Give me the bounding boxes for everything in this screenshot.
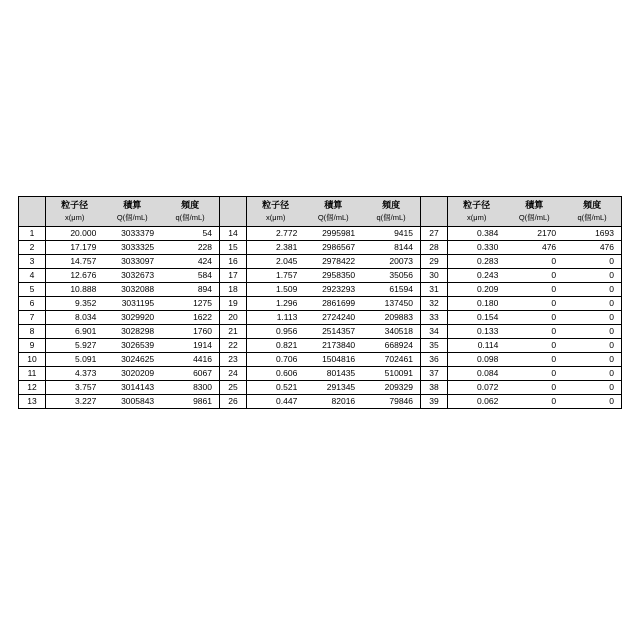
cell-cumulative: 291345 [304, 381, 362, 395]
header-diameter: 粒子径 [448, 197, 506, 212]
cell-cumulative: 2173840 [304, 339, 362, 353]
table-block-2 [219, 197, 420, 408]
table-row [220, 325, 420, 339]
cell-frequency: 137450 [362, 297, 420, 311]
header-diameter: 粒子径 [46, 197, 104, 212]
cell-frequency: 702461 [362, 353, 420, 367]
row-index: 16 [220, 255, 247, 269]
cell-frequency: 20073 [362, 255, 420, 269]
cell-frequency: 228 [161, 241, 219, 255]
table-header-2 [220, 197, 420, 227]
row-index: 14 [220, 227, 247, 241]
header-frequency-unit: q(個/mL) [362, 212, 420, 227]
table-row [421, 339, 621, 353]
table-row [421, 381, 621, 395]
row-index: 24 [220, 367, 247, 381]
cell-diameter: 12.676 [46, 269, 104, 283]
cell-diameter: 0.447 [276, 396, 298, 407]
cell-cumulative: 0 [505, 339, 563, 353]
table-row [220, 269, 420, 283]
data-table-2 [220, 197, 420, 408]
cell-frequency: 894 [161, 283, 219, 297]
table-row [19, 367, 219, 381]
header-row-units [19, 212, 219, 227]
row-index: 8 [19, 325, 46, 339]
table-row [220, 395, 420, 409]
cell-frequency: 1275 [161, 297, 219, 311]
header-index-unit [220, 212, 247, 227]
cell-diameter: 0.180 [448, 297, 506, 311]
cell-diameter: 5.927 [46, 339, 104, 353]
header-frequency-unit: q(個/mL) [161, 212, 219, 227]
cell-cumulative: 0 [505, 269, 563, 283]
cell-cumulative: 3024625 [103, 353, 161, 367]
row-index: 20 [220, 311, 247, 325]
table-body-3 [421, 227, 621, 409]
cell-diameter: 8.034 [46, 311, 104, 325]
cell-cumulative: 0 [505, 367, 563, 381]
row-index: 32 [421, 297, 448, 311]
table-body-1 [19, 227, 219, 409]
row-index: 3 [19, 255, 46, 269]
cell-cumulative: 3028298 [103, 325, 161, 339]
table-row [421, 395, 621, 409]
cell-frequency: 0 [563, 325, 621, 339]
cell-cumulative: 3033379 [103, 227, 161, 241]
data-table-3 [421, 197, 621, 408]
cell-cumulative: 3032673 [103, 269, 161, 283]
cell-frequency: 1693 [563, 227, 621, 241]
table-row [220, 297, 420, 311]
cell-diameter: 0.330 [448, 241, 506, 255]
table-row [220, 283, 420, 297]
cell-cumulative: 2724240 [304, 311, 362, 325]
cell-cumulative: 3014143 [103, 381, 161, 395]
row-index: 19 [220, 297, 247, 311]
header-row-units [220, 212, 420, 227]
row-index: 28 [421, 241, 448, 255]
header-diameter: 粒子径 [247, 197, 305, 212]
cell-diameter: 10.888 [46, 283, 104, 297]
cell-frequency: 1914 [161, 339, 219, 353]
cell-diameter: 0.384 [448, 227, 506, 241]
row-index: 23 [220, 353, 247, 367]
table-block-3 [420, 197, 621, 408]
cell-diameter: 1.509 [247, 283, 305, 297]
row-index: 4 [19, 269, 46, 283]
table-row [19, 227, 219, 241]
cell-cumulative: 3005843 [121, 396, 155, 407]
cell-diameter: 0.072 [448, 381, 506, 395]
table-row [421, 325, 621, 339]
header-cumulative-unit: Q(個/mL) [103, 212, 161, 227]
table-row [421, 227, 621, 241]
row-index: 35 [421, 339, 448, 353]
row-index: 36 [421, 353, 448, 367]
cell-diameter: 0.243 [448, 269, 506, 283]
table-row [220, 339, 420, 353]
cell-cumulative: 3033097 [103, 255, 161, 269]
cell-diameter: 0.062 [477, 396, 499, 407]
header-cumulative-unit: Q(個/mL) [304, 212, 362, 227]
row-index: 10 [19, 353, 46, 367]
table-row [19, 297, 219, 311]
table-body-2 [220, 227, 420, 409]
particle-size-distribution-table [18, 196, 622, 409]
cell-diameter: 3.757 [46, 381, 104, 395]
table-row [220, 311, 420, 325]
table-header-3 [421, 197, 621, 227]
cell-diameter: 0.084 [448, 367, 506, 381]
table-row [421, 241, 621, 255]
cell-frequency: 8144 [362, 241, 420, 255]
cell-cumulative: 1504816 [304, 353, 362, 367]
cell-cumulative: 2986567 [304, 241, 362, 255]
cell-diameter: 3.227 [75, 396, 97, 407]
row-index: 31 [421, 283, 448, 297]
cell-diameter: 2.381 [247, 241, 305, 255]
cell-cumulative: 2923293 [304, 283, 362, 297]
header-index [421, 197, 448, 212]
header-frequency: 頻度 [161, 197, 219, 212]
cell-frequency: 9861 [193, 396, 212, 407]
cell-frequency: 35056 [362, 269, 420, 283]
table-row [220, 367, 420, 381]
cell-cumulative: 2170 [505, 227, 563, 241]
row-index: 29 [421, 255, 448, 269]
header-index [19, 197, 46, 212]
table-row [220, 227, 420, 241]
cell-frequency: 0 [609, 396, 614, 407]
row-index: 12 [19, 381, 46, 395]
table-row [421, 311, 621, 325]
cell-cumulative: 0 [505, 283, 563, 297]
row-index: 2 [19, 241, 46, 255]
table-row [19, 339, 219, 353]
cell-diameter: 0.521 [247, 381, 305, 395]
table-row [220, 353, 420, 367]
cell-frequency: 4416 [161, 353, 219, 367]
cell-diameter: 0.209 [448, 283, 506, 297]
header-diameter-unit: x(μm) [46, 212, 104, 227]
cell-frequency: 8300 [161, 381, 219, 395]
cell-frequency: 0 [563, 283, 621, 297]
cell-cumulative: 2978422 [304, 255, 362, 269]
header-frequency-unit: q(個/mL) [563, 212, 621, 227]
cell-cumulative: 0 [551, 396, 557, 407]
row-index: 34 [421, 325, 448, 339]
cell-diameter: 5.091 [46, 353, 104, 367]
cell-diameter: 0.956 [247, 325, 305, 339]
cell-diameter: 0.706 [247, 353, 305, 367]
cell-diameter: 17.179 [46, 241, 104, 255]
cell-diameter: 0.606 [247, 367, 305, 381]
table-row [19, 395, 219, 409]
table-row [19, 283, 219, 297]
cell-diameter: 0.114 [448, 339, 506, 353]
header-row-title [421, 197, 621, 212]
table-row [220, 241, 420, 255]
cell-diameter: 14.757 [46, 255, 104, 269]
header-frequency: 頻度 [362, 197, 420, 212]
row-index: 11 [19, 367, 46, 381]
cell-cumulative: 2958350 [304, 269, 362, 283]
table-block-container [19, 197, 621, 408]
table-row [19, 381, 219, 395]
cell-frequency: 0 [563, 269, 621, 283]
cell-frequency: 476 [563, 241, 621, 255]
header-cumulative: 積算 [505, 197, 563, 212]
cell-frequency: 0 [563, 381, 621, 395]
table-row [421, 269, 621, 283]
cell-cumulative: 3032088 [103, 283, 161, 297]
cell-frequency: 9415 [362, 227, 420, 241]
row-index: 38 [421, 381, 448, 395]
cell-cumulative: 3033325 [103, 241, 161, 255]
cell-frequency: 1760 [161, 325, 219, 339]
cell-frequency: 0 [563, 255, 621, 269]
table-row [19, 325, 219, 339]
cell-frequency: 79846 [389, 396, 413, 407]
header-cumulative-unit: Q(個/mL) [505, 212, 563, 227]
row-index: 37 [421, 367, 448, 381]
cell-diameter: 0.283 [448, 255, 506, 269]
cell-frequency: 510091 [362, 367, 420, 381]
data-table-1 [19, 197, 219, 408]
cell-cumulative: 801435 [304, 367, 362, 381]
cell-cumulative: 0 [505, 255, 563, 269]
cell-diameter: 0.154 [448, 311, 506, 325]
cell-cumulative: 0 [505, 325, 563, 339]
header-index-unit [421, 212, 448, 227]
cell-frequency: 0 [563, 297, 621, 311]
cell-diameter: 4.373 [46, 367, 104, 381]
row-index: 30 [421, 269, 448, 283]
cell-diameter: 1.757 [247, 269, 305, 283]
cell-frequency: 1622 [161, 311, 219, 325]
cell-frequency: 61594 [362, 283, 420, 297]
cell-diameter: 6.901 [46, 325, 104, 339]
row-index: 27 [421, 227, 448, 241]
cell-diameter: 2.772 [247, 227, 305, 241]
cell-frequency: 0 [563, 367, 621, 381]
cell-cumulative: 2995981 [304, 227, 362, 241]
cell-frequency: 424 [161, 255, 219, 269]
table-row [220, 255, 420, 269]
header-cumulative: 積算 [304, 197, 362, 212]
cell-diameter: 1.296 [247, 297, 305, 311]
row-index: 7 [19, 311, 46, 325]
cell-frequency: 668924 [362, 339, 420, 353]
cell-diameter: 20.000 [46, 227, 104, 241]
cell-cumulative: 2514357 [304, 325, 362, 339]
table-row [421, 283, 621, 297]
cell-frequency: 584 [161, 269, 219, 283]
row-index: 22 [220, 339, 247, 353]
cell-frequency: 0 [563, 311, 621, 325]
table-header-1 [19, 197, 219, 227]
table-row [19, 353, 219, 367]
cell-cumulative: 476 [505, 241, 563, 255]
header-diameter-unit: x(μm) [247, 212, 305, 227]
row-index: 25 [220, 381, 247, 395]
header-index-unit [19, 212, 46, 227]
row-index: 21 [220, 325, 247, 339]
cell-frequency: 54 [161, 227, 219, 241]
cell-diameter: 1.113 [247, 311, 305, 325]
cell-frequency: 0 [563, 339, 621, 353]
cell-diameter: 0.133 [448, 325, 506, 339]
cell-frequency: 209883 [362, 311, 420, 325]
cell-cumulative: 0 [505, 353, 563, 367]
cell-cumulative: 3031195 [103, 297, 161, 311]
row-index: 33 [421, 311, 448, 325]
table-row [421, 367, 621, 381]
cell-diameter: 9.352 [46, 297, 104, 311]
table-row [19, 241, 219, 255]
table-row [421, 353, 621, 367]
header-index [220, 197, 247, 212]
table-row [19, 269, 219, 283]
cell-frequency: 6067 [161, 367, 219, 381]
cell-cumulative: 2861699 [304, 297, 362, 311]
cell-diameter: 2.045 [247, 255, 305, 269]
row-index: 18 [220, 283, 247, 297]
cell-cumulative: 0 [505, 381, 563, 395]
row-index: 13 [19, 395, 46, 409]
header-row-title [19, 197, 219, 212]
table-row [421, 297, 621, 311]
cell-cumulative: 3026539 [103, 339, 161, 353]
table-row [19, 255, 219, 269]
table-row [19, 311, 219, 325]
header-row-title [220, 197, 420, 212]
cell-cumulative: 3029920 [103, 311, 161, 325]
table-row [421, 255, 621, 269]
header-diameter-unit: x(μm) [448, 212, 506, 227]
cell-frequency: 0 [563, 353, 621, 367]
row-index: 15 [220, 241, 247, 255]
table-block-1 [19, 197, 219, 408]
header-cumulative: 積算 [103, 197, 161, 212]
cell-cumulative: 3020209 [103, 367, 161, 381]
cell-frequency: 209329 [362, 381, 420, 395]
table-row [220, 381, 420, 395]
row-index: 5 [19, 283, 46, 297]
cell-cumulative: 0 [505, 297, 563, 311]
header-frequency: 頻度 [563, 197, 621, 212]
row-index: 1 [19, 227, 46, 241]
row-index: 9 [19, 339, 46, 353]
cell-cumulative: 82016 [331, 396, 356, 407]
cell-diameter: 0.098 [448, 353, 506, 367]
cell-cumulative: 0 [505, 311, 563, 325]
row-index: 39 [421, 395, 448, 409]
header-row-units [421, 212, 621, 227]
row-index: 6 [19, 297, 46, 311]
cell-diameter: 0.821 [247, 339, 305, 353]
cell-frequency: 340518 [362, 325, 420, 339]
row-index: 17 [220, 269, 247, 283]
row-index: 26 [220, 395, 247, 409]
